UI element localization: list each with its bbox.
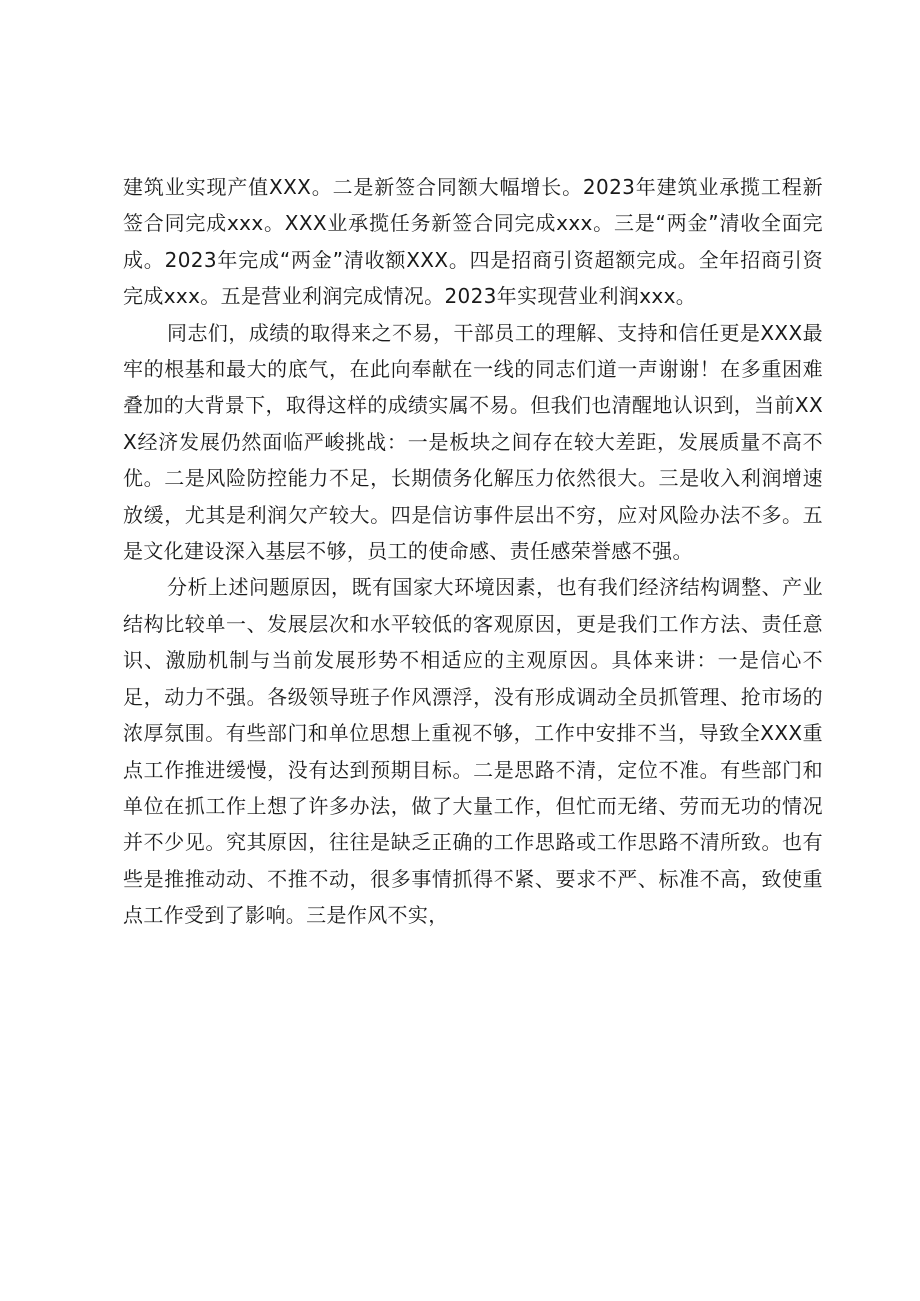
paragraph-production-results: 建筑业实现产值XXX。二是新签合同额大幅增长。2023年建筑业承揽工程新签合同完成xxx。XXX业承揽任务新签合同完成xxx。三是“两金”清收全面完成。2023年完成“两金”清收额XXX。四是招商引资超额完成。全年招商引资完成xxx。五是营业利润完成情况。2023年实现营业利润xxx。 [123,175,823,309]
paragraph-challenges: 同志们，成绩的取得来之不易，干部员工的理解、支持和信任更是XXX最牢的根基和最大的底气，在此向奉献在一线的同志们道一声谢谢！在多重困难叠加的大背景下，取得这样的成绩实属不易。但我们也清醒地认识到，当前XXX经济发展仍然面临严峻挑战：一是板块之间存在较大差距，发展质量不高不优。二是风险防控能力不足，长期债务化解压力依然很大。三是收入利润增速放缓，尤其是利润欠产较大。四是信访事件层出不穷，应对风险办法不多。五是文化建设深入基层不够，员工的使命感、责任感荣誉感不强。 [123,320,823,564]
document-body [123,169,823,934]
paragraph-cause-analysis: 分析上述问题原因，既有国家大环境因素，也有我们经济结构调整、产业结构比较单一、发展层次和水平较低的客观原因，更是我们工作方法、责任意识、激励机制与当前发展形势不相适应的主观原因。具体来讲：一是信心不足，动力不强。各级领导班子作风漂浮，没有形成调动全员抓管理、抢市场的浓厚氛围。有些部门和单位思想上重视不够，工作中安排不当，导致全XXX重点工作推进缓慢，没有达到预期目标。二是思路不清，定位不准。有些部门和单位在抓工作上想了许多办法，做了大量工作，但忙而无绪、劳而无功的情况并不少见。究其原因，往往是缺乏正确的工作思路或工作思路不清所致。也有些是推推动动、不推不动，很多事情抓得不紧、要求不严、标准不高，致使重点工作受到了影响。三是作风不实， [123,575,823,928]
